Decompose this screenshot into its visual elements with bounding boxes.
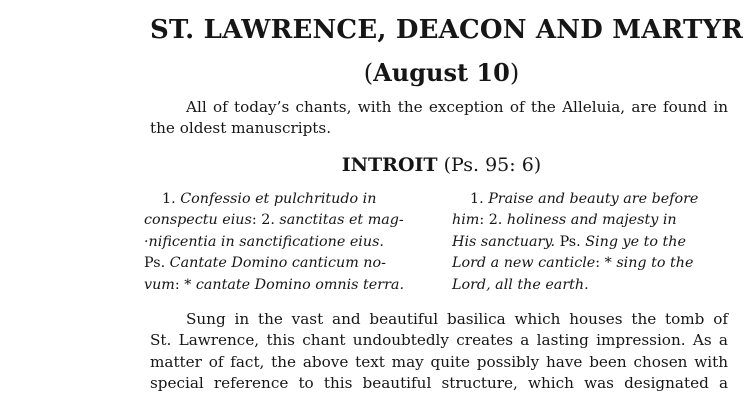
section-label: INTROIT: [341, 154, 438, 176]
commentary-paragraph: [150, 309, 728, 395]
page-title: ST. LAWRENCE, DEACON AND MARTYR: [150, 15, 744, 45]
latin-line: conspectu eius: 2. sanctitas et mag-: [144, 212, 404, 229]
date-open-paren: (: [363, 59, 374, 87]
section-reference: (Ps. 95: 6): [443, 154, 542, 176]
english-line: 1. Praise and beauty are before: [470, 191, 699, 207]
latin-text: [144, 189, 426, 296]
english-translation-column: [452, 189, 728, 296]
latin-line: 1. Confessio et pulchritudo in: [162, 191, 377, 207]
commentary-line: Sung in the vast and beautiful basilica which houses the tomb of: [186, 310, 728, 328]
latin-line: Ps. Cantate Domino canticum no-: [144, 255, 386, 272]
section-heading: [150, 154, 733, 176]
english-line: Lord, all the earth.: [452, 276, 589, 293]
english-line: Lord a new canticle: * sing to the: [452, 255, 694, 272]
commentary-line: matter of fact, the above text may quite possibly have been chosen with: [150, 352, 728, 371]
english-text: [452, 189, 728, 296]
english-line: His sanctuary. Ps. Sing ye to the: [452, 233, 686, 250]
latin-text-column: [144, 189, 426, 296]
feast-date: [150, 58, 733, 87]
intro-paragraph: All of today’s chants, with the exception of the Alleluia, are found in the oldest manuscripts.: [150, 98, 728, 137]
english-line: him: 2. holiness and majesty in: [452, 212, 677, 229]
commentary-line: special reference to this beautiful structure, which was designated a: [150, 374, 728, 393]
date-text: August 10: [373, 58, 510, 87]
latin-line: ·nificentia in sanctificatione eius.: [144, 233, 384, 250]
latin-line: vum: * cantate Domino omnis terra.: [144, 276, 404, 293]
commentary-line: St. Lawrence, this chant undoubtedly creates a lasting impression. As a: [150, 331, 728, 350]
date-close-paren: ): [509, 59, 520, 87]
